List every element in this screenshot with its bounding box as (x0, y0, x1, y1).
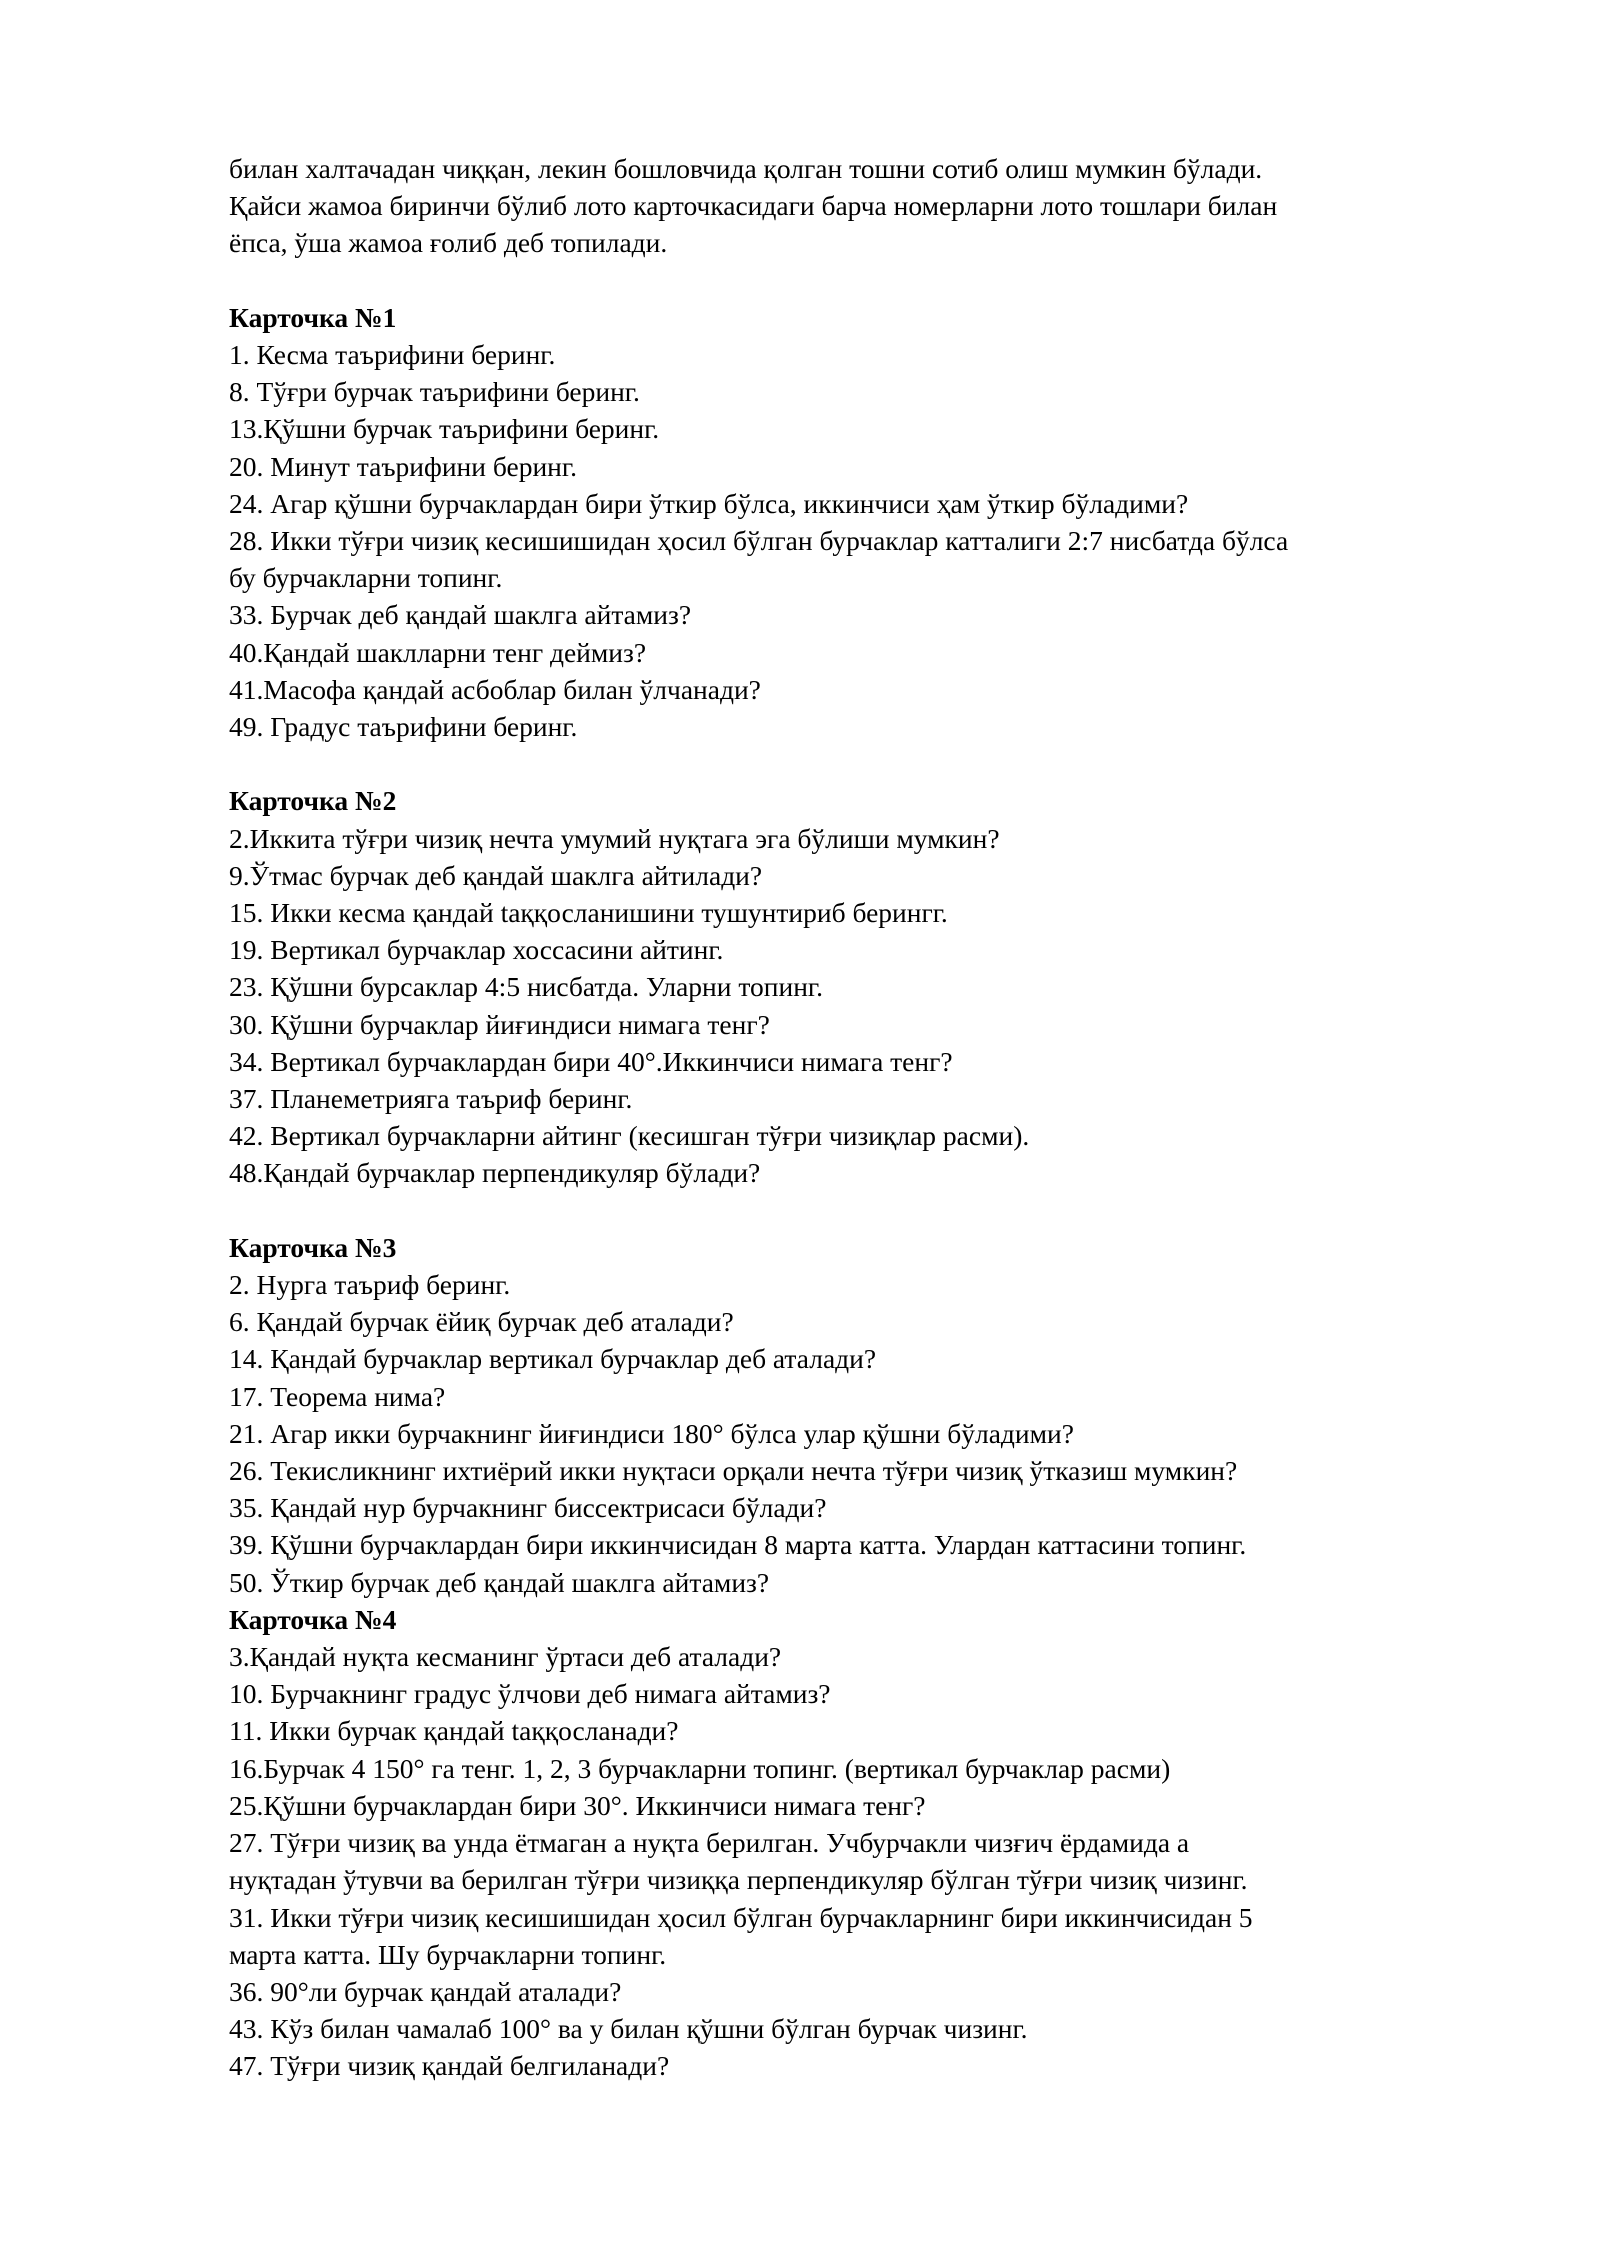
document-page (229, 150, 1529, 2085)
question-line: 1. Кесма таърифини беринг. (229, 339, 556, 370)
question-line: 36. 90°ли бурчак қандай аталади? (229, 1975, 622, 2007)
question-line: 8. Тўғри бурчак таърифини беринг. (229, 376, 640, 408)
intro-line: билан халтачадан чиққан, лекин бошловчида қолган тошни сотиб олиш мумкин бўлади. (229, 153, 1263, 184)
intro-line: Қайси жамоа биринчи бўлиб лото карточкасидаги барча номерларни лото тошлари билан (229, 190, 1278, 222)
question-line: нуқтадан ўтувчи ва берилган тўғри чизиққа перпендикуляр бўлган тўғри чизиқ чизинг. (229, 1864, 1248, 1896)
question-line: марта катта. Шу бурчакларни топинг. (229, 1938, 667, 1970)
card-2 (229, 782, 1529, 1191)
intro-paragraph (229, 150, 1529, 262)
question-line: 37. Планеметрияга таъриф беринг. (229, 1083, 633, 1115)
question-line: 40.Қандай шаклларни тенг деймиз? (229, 636, 647, 668)
question-line: 33. Бурчак деб қандай шаклга айтамиз? (229, 599, 692, 631)
blank-line (229, 745, 1529, 782)
question-line: 11. Икки бурчак қандай taққосланади? (229, 1715, 679, 1747)
question-line: 2.Иккита тўғри чизиқ нечта умумий нуқтага эга бўлиши мумкин? (229, 822, 1000, 854)
card-4 (229, 1601, 1529, 2085)
question-line: 2. Нурга таъриф беринг. (229, 1269, 511, 1301)
question-line: 50. Ўткир бурчак деб қандай шаклга айтамиз? (229, 1566, 770, 1598)
question-line: 30. Қўшни бурчаклар йиғиндиси нимага тенг? (229, 1008, 770, 1040)
question-line: 6. Қандай бурчак ёйиқ бурчак деб аталади? (229, 1306, 734, 1338)
intro-line: ёпса, ўша жамоа ғолиб деб топилади. (229, 227, 668, 259)
question-line: 25.Қўшни бурчаклардан бири 30°. Иккинчиси нимага тенг? (229, 1789, 926, 1821)
card-title: Карточка №4 (229, 1603, 397, 1635)
question-line: 15. Икки кесма қандай taққосланишини тушунтириб берингг. (229, 897, 948, 929)
question-line: 35. Қандай нур бурчакнинг биссектрисаси бўлади? (229, 1492, 827, 1524)
question-line: 9.Ўтмас бурчак деб қандай шаклга айтилади? (229, 859, 763, 891)
blank-line (229, 262, 1529, 299)
question-line: 17. Теорема нима? (229, 1380, 446, 1412)
question-line: 24. Агар қўшни бурчаклардан бири ўткир бўлса, иккинчиси ҳам ўткир бўладими? (229, 487, 1189, 519)
card-title: Карточка №2 (229, 785, 397, 817)
question-line: 23. Қўшни бурсаклар 4:5 нисбатда. Уларни топинг. (229, 971, 823, 1003)
question-line: 31. Икки тўғри чизиқ кесишишидан ҳосил бўлган бурчакларнинг бири иккинчисидан 5 (229, 1901, 1253, 1933)
question-line: 27. Тўғри чизиқ ва унда ётмаган a нуқта берилган. Учбурчакли чизғич ёрдамида a (229, 1827, 1190, 1859)
question-line: 10. Бурчакнинг градус ўлчови деб нимага айтамиз? (229, 1678, 831, 1710)
question-line: 26. Текисликнинг ихтиёрий икки нуқтаси орқали нечта тўғри чизиқ ўтказиш мумкин? (229, 1455, 1238, 1487)
question-line: 28. Икки тўғри чизиқ кесишишидан ҳосил бўлган бурчаклар катталиги 2:7 нисбатда бўлса (229, 525, 1289, 557)
question-line: 49. Градус таърифини беринг. (229, 711, 578, 743)
question-line: 16.Бурчак 4 150° га тенг. 1, 2, 3 бурчакларни топинг. (вертикал бурчаклар расми) (229, 1752, 1171, 1784)
question-line: 39. Қўшни бурчаклардан бири иккинчисидан 8 марта катта. Улардан каттасини топинг. (229, 1529, 1247, 1561)
blank-line (229, 1192, 1529, 1229)
question-line: 34. Вертикал бурчаклардан бири 40°.Иккинчиси нимага тенг? (229, 1045, 953, 1077)
question-line: 3.Қандай нуқта кесманинг ўртаси деб аталади? (229, 1641, 782, 1673)
card-1 (229, 299, 1529, 745)
question-line: 43. Кўз билан чамалаб 100° ва у билан қўшни бўлган бурчак чизинг. (229, 2013, 1028, 2045)
question-line: 21. Агар икки бурчакнинг йиғиндиси 180° бўлса улар қўшни бўладими? (229, 1417, 1074, 1449)
question-line: 41.Масофа қандай асбоблар билан ўлчанади? (229, 673, 761, 705)
question-line: 42. Вертикал бурчакларни айтинг (кесишган тўғри чизиқлар расми). (229, 1120, 1030, 1152)
question-line: 19. Вертикал бурчаклар хоссасини айтинг. (229, 934, 724, 966)
question-line: 13.Қўшни бурчак таърифини беринг. (229, 413, 660, 445)
question-line: 14. Қандай бурчаклар вертикал бурчаклар деб аталади? (229, 1343, 877, 1375)
question-line: бу бурчакларни топинг. (229, 562, 503, 594)
card-title: Карточка №1 (229, 301, 397, 333)
question-line: 48.Қандай бурчаклар перпендикуляр бўлади? (229, 1157, 761, 1189)
card-title: Карточка №3 (229, 1231, 397, 1263)
question-line: 20. Минут таърифини беринг. (229, 450, 577, 482)
question-line: 47. Тўғри чизиқ қандай белгиланади? (229, 2050, 670, 2082)
card-3 (229, 1229, 1529, 1601)
